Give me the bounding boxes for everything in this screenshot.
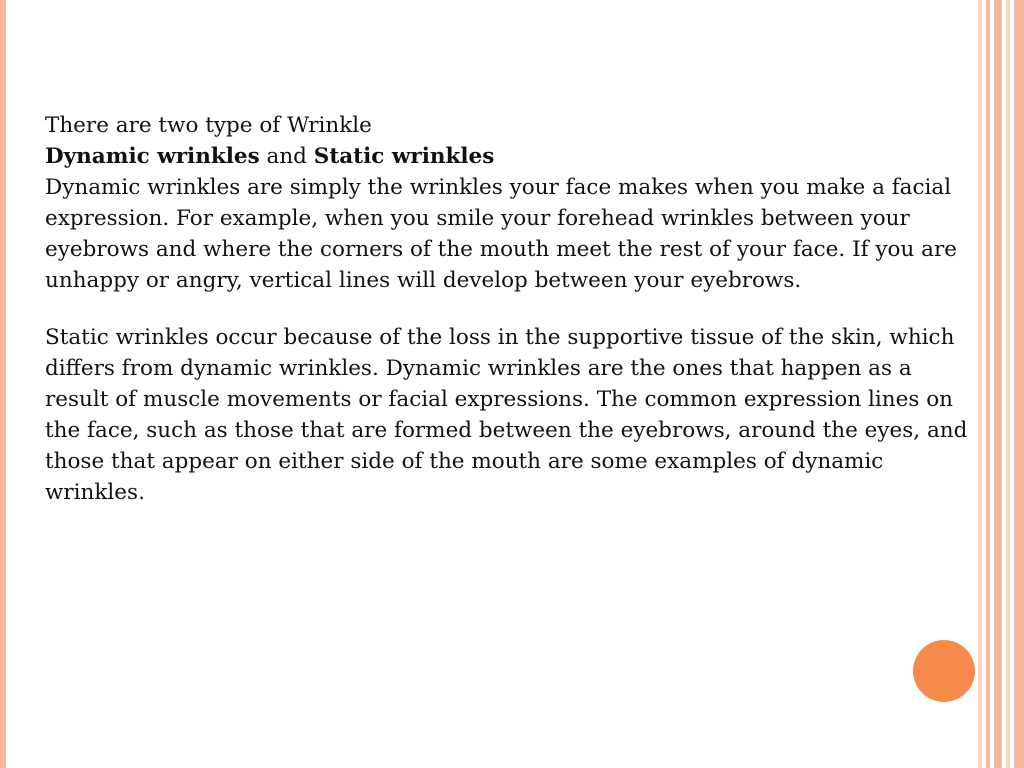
paragraph-gap	[45, 296, 970, 322]
heading-connector: and	[259, 144, 314, 169]
heading-term-static: Static wrinkles	[313, 144, 495, 169]
heading-term-dynamic: Dynamic wrinkles	[45, 144, 260, 169]
decorative-circle	[913, 640, 975, 702]
right-border-stripe	[1014, 0, 1024, 768]
paragraph-dynamic: Dynamic wrinkles are simply the wrinkles your face makes when you make a facial expression. For example, when you smile your forehead wrinkles between your eyebrows and where the corners of the mouth meet the rest of your face. If you are unhappy or angry, vertical lines will develop between your eyebrows.	[45, 175, 957, 293]
right-border-stripe	[994, 0, 1002, 768]
left-border-stripe	[0, 0, 6, 768]
right-border-stripe	[1006, 0, 1010, 768]
intro-line: There are two type of Wrinkle	[45, 113, 372, 138]
heading-line	[45, 141, 970, 172]
paragraph-static: Static wrinkles occur because of the loss in the supportive tissue of the skin, which differs from dynamic wrinkles. Dynamic wrinkles are the ones that happen as a result of muscle movements or facial expressions. The common expression lines on the face, such as those that are formed between the eyebrows, around the eyes, and those that appear on either side of the mouth are some examples of dynamic wrinkles.	[45, 325, 968, 505]
right-border-stripe	[986, 0, 990, 768]
slide-body	[45, 110, 970, 508]
right-border-stripe	[978, 0, 982, 768]
